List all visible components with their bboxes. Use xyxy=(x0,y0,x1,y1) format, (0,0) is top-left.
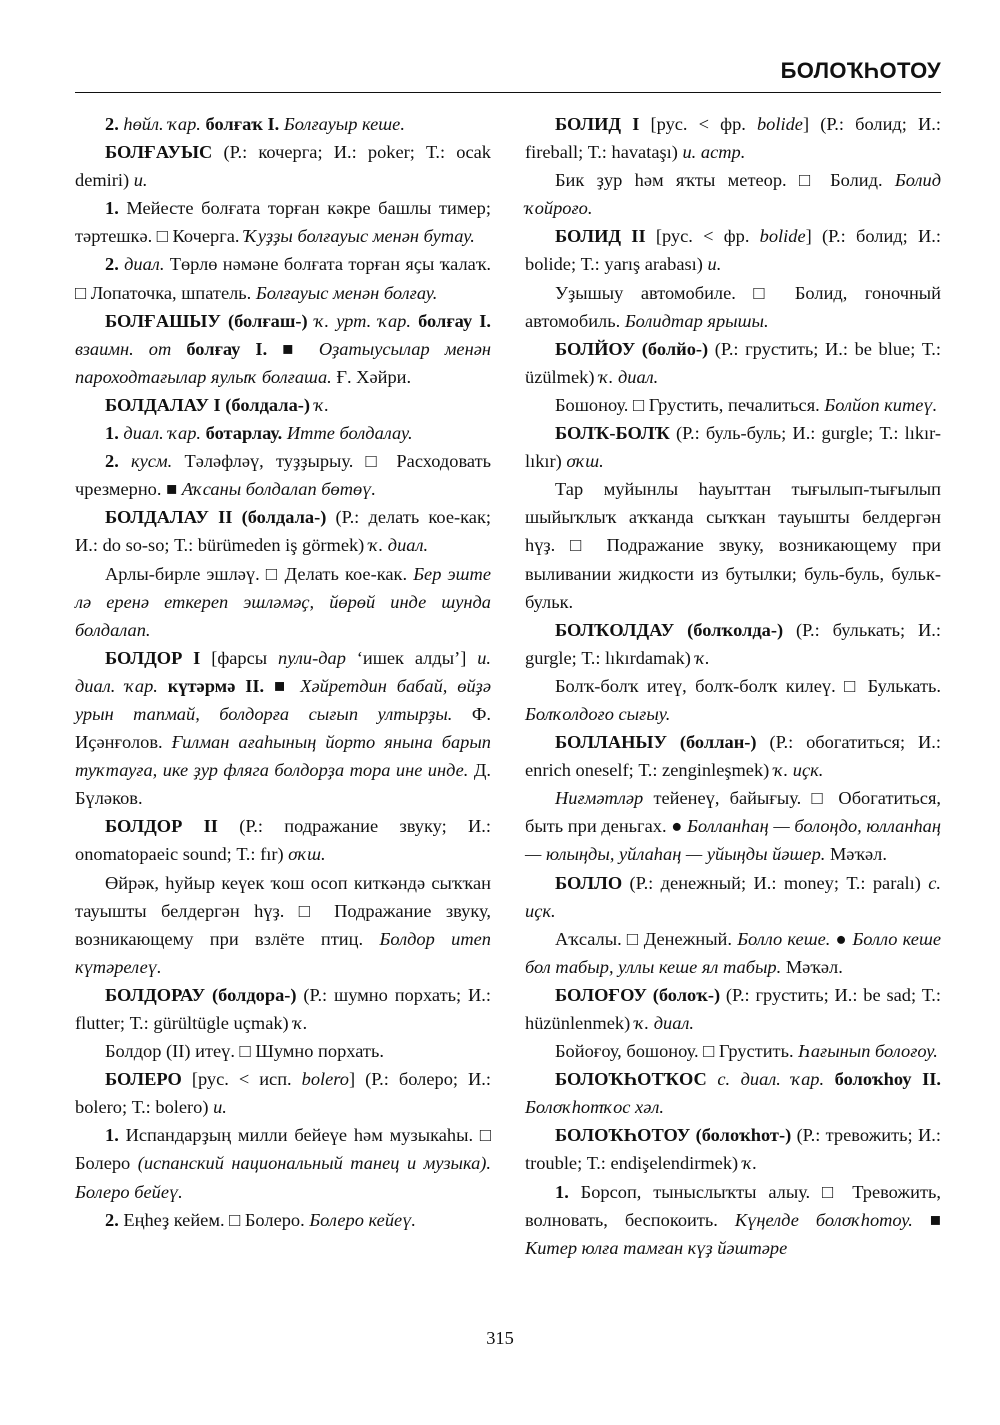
entry-paragraph: БОЛИД II [рус. < фр. bolide] (Р.: болид; И.: bolide; Т.: yarış arabası) и. xyxy=(525,226,941,275)
entry-paragraph: БОЛЕРО [рус. < исп. bolero] (Р.: болеро; И.: bolero; Т.: bolero) и. xyxy=(75,1069,491,1118)
left-column xyxy=(75,110,491,1234)
entry-paragraph: 2. кусм. Тәләфләү, туҙҙырыу. □ Расходовать чрезмерно. ■ Аҡсаны болдалап бөтөү. xyxy=(75,451,491,500)
entry-paragraph: БОЛДАЛАУ I (болдала-) ҡ. xyxy=(105,394,329,415)
entry-paragraph: БОЛЛО (Р.: денежный; И.: money; Т.: paralı) с. иҫк. xyxy=(525,872,941,921)
entry-paragraph: Уҙышыу автомобиле. □ Болид, гоночный автомобиль. Болидтар ярышы. xyxy=(525,282,941,331)
entry-paragraph: 1. Мейесте болғата торған кәкре башлы тимер; тәртешкә. □ Кочерга. Ҡуҙҙы болғауыс менән бутау. xyxy=(75,198,491,247)
entry-paragraph: БОЛДОР II (Р.: подражание звуку; И.: onomatopaeic sound; Т.: fır) оҡш. xyxy=(75,816,491,865)
entry-paragraph: Болдор (II) итеү. □ Шумно порхать. xyxy=(105,1041,384,1062)
entry-paragraph: БОЛОҒОУ (болоҡ-) (Р.: грустить; И.: be sad; Т.: hüzünlenmek) ҡ. диал. xyxy=(525,984,941,1033)
entry-paragraph: БОЛҒАУЫС (Р.: кочерга; И.: poker; Т.: ocak demiri) и. xyxy=(75,142,491,191)
entry-paragraph: 1. Борсоп, тыныслыҡты алыу. □ Тревожить, волновать, беспокоить. Күңелде болоҡһотоу. ■ Китер юлға тамған күҙ йәштәре xyxy=(525,1181,941,1258)
entry-paragraph: БОЛҠОЛДАУ (болҡолда-) (Р.: булькать; И.: gurgle; Т.: lıkırdamak) ҡ. xyxy=(525,619,941,668)
entry-paragraph: Ниғмәтләр тейенеү, байығыу. □ Обогатиться, быть при деньгах. ● Болланһаң — болоңдо, юлланһаң — юлыңды, уйлаһаң — уйыңды йәшер. Мәҡәл. xyxy=(525,788,941,865)
entry-paragraph: БОЛДОРАУ (болдора-) (Р.: шумно порхать; И.: flutter; Т.: gürültügle uçmak) ҡ. xyxy=(75,984,491,1033)
entry-paragraph: Арлы-бирле эшләү. □ Делать кое-как. Бер эште лә еренә еткереп эшләмәҫ, йөрөй инде шунда болдалап. xyxy=(75,563,491,640)
entry-paragraph: Болҡ-болҡ итеү, болҡ-болҡ килеү. □ Булькать. Болҡолдоғо сығыу. xyxy=(525,675,941,724)
entry-paragraph: Бошоноу. □ Грустить, печалиться. Болйоп китеү. xyxy=(555,394,938,415)
entry-paragraph: 1. Испандарҙың милли бейеүе һәм музыкаһы. □ Болеро (испанский национальный танец и музыка). Болеро бейеү. xyxy=(75,1125,492,1202)
entry-paragraph: БОЛОҠҺОТОУ (болоҡһот-) (Р.: тревожить; И.: trouble; Т.: endişelendirmek) ҡ. xyxy=(525,1125,941,1174)
entry-paragraph: 2. һөйл. ҡар. болғаҡ I. Болғауыр кеше. xyxy=(105,114,405,134)
entry-paragraph: Тар муйынлы һауыттан тығылып-тығылып шыйыҡлыҡ аҡҡанда сыҡҡан тауышты белдергән һүҙ. □ Подражание звуку, возникающему при выливании жидкости из бутылки; буль-буль, бульк-бульк. xyxy=(525,479,941,612)
entry-paragraph: БОЛҠ-БОЛҠ (Р.: буль-буль; И.: gurgle; Т.: lıkır-lıkır) оҡш. xyxy=(525,423,941,472)
right-column xyxy=(525,110,941,1262)
entry-paragraph: Аҡсалы. □ Денежный. Болло кеше. ● Болло кеше бол табыр, уллы кеше ял табыр. Мәҡәл. xyxy=(525,928,942,977)
entry-paragraph: БОЛДАЛАУ II (болдала-) (Р.: делать кое-как; И.: do so-so; Т.: bürümeden iş görmek) ҡ. диал. xyxy=(75,507,492,556)
entry-paragraph: Бойоғоу, бошоноу. □ Грустить. Һағынып болоғоу. xyxy=(555,1041,938,1062)
entry-paragraph: БОЛОҠҺОТҠОС с. диал. ҡар. болоҡһоу II. Болоҡһотҡос хәл. xyxy=(525,1069,941,1118)
entry-paragraph: 1. диал. ҡар. ботарлау. Итте болдалау. xyxy=(105,423,413,444)
page-header xyxy=(75,58,941,93)
entry-paragraph: БОЛЛАНЫУ (боллан-) (Р.: обогатиться; И.: enrich oneself; Т.: zenginleşmek) ҡ. иҫк. xyxy=(525,732,941,781)
entry-paragraph: БОЛҒАШЫУ (болғаш-) ҡ. урт. ҡар. болғау I. взаимн. от болғау I. ■ Оҙатыусылар менән пароходтағылар яулыҡ болғаша. Ғ. Хәйри. xyxy=(75,310,492,387)
entry-paragraph: Өйрәк, һуйыр кеүек ҡош осоп киткәндә сыҡҡан тауышты белдергән һүҙ. □ Подражание звуку, возникающему при взлёте птиц. Болдор итеп күтәрелеү. xyxy=(75,872,491,977)
entry-paragraph: БОЛДОР I [фарсы пули-дар ‘ишек алды’] и. диал. ҡар. күтәрмә II. ■ Хәйретдин бабай, өйҙә урын тапмай, болдорға сығып ултырҙы. Ф. Иҫәнғолов. Ғилман ағаһының йорто янына барып туҡтауға, ике ҙур фляга болдорҙа тора ине инде. Д. Бүләков. xyxy=(75,647,491,809)
page-number: 315 xyxy=(486,1328,514,1348)
entry-paragraph: 2. диал. Төрлө нәмәне болғата торған яҫы ҡалаҡ. □ Лопаточка, шпатель. Болғауыс менән болғау. xyxy=(75,254,491,303)
entry-paragraph: Бик ҙур һәм яҡты метеор. □ Болид. Болид ҡойроғо. xyxy=(525,170,941,219)
entry-paragraph: БОЛЙОУ (болйо-) (Р.: грустить; И.: be blue; Т.: üzülmek) ҡ. диал. xyxy=(525,338,941,387)
entry-paragraph: БОЛИД I [рус. < фр. bolide] (Р.: болид; И.: fireball; Т.: havataşı) и. астр. xyxy=(525,114,941,163)
running-title: БОЛОҠҺОТОУ xyxy=(780,58,941,83)
entry-paragraph: 2. Еңһеҙ кейем. □ Болеро. Болеро кейеү. xyxy=(105,1209,416,1230)
